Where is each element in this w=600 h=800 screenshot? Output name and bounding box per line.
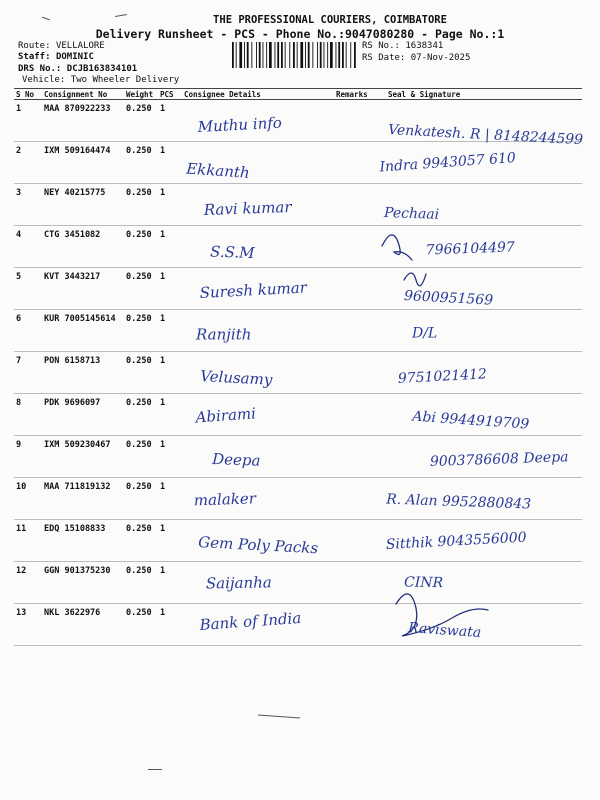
row-remarks-cell [334,478,386,520]
row-pcs: 1 [158,352,182,394]
table-row [14,100,582,142]
row-consignment: GGN 901375230 [42,562,124,604]
row-remarks-cell [334,520,386,562]
row-consignment: NKL 3622976 [42,604,124,646]
scan-mark [148,769,162,770]
table-row [14,436,582,478]
row-weight: 0.250 [124,226,158,268]
staff-label: Staff: [18,52,51,62]
runsheet-subtitle: Delivery Runsheet - PCS - Phone No.:9047080280 - Page No.:1 [95,27,505,41]
table-row [14,142,582,184]
barcode-bar [300,42,303,68]
barcode-bar [263,42,264,68]
row-consignment: KVT 3443217 [42,268,124,310]
row-pcs: 1 [158,478,182,520]
row-sno: 7 [14,352,42,394]
seal-signature-handwriting: 7966104497 [425,239,516,259]
row-remarks-cell [334,394,386,436]
row-seal-cell [386,604,582,646]
row-pcs: 1 [158,436,182,478]
row-weight: 0.250 [124,604,158,646]
row-seal-cell [386,394,582,436]
drs-value: DCJB163834101 [66,64,138,74]
row-sno: 5 [14,268,42,310]
col-weight: Weight [124,89,158,100]
barcode-bar [266,42,267,68]
barcode-bar [320,42,322,68]
row-weight: 0.250 [124,142,158,184]
rs-date-line [362,53,470,63]
row-consignee-cell [182,478,334,520]
row-weight: 0.250 [124,268,158,310]
consignee-handwriting: Gem Poly Packs [197,533,319,558]
table-header-row [14,89,582,100]
row-seal-cell [386,562,582,604]
barcode-bar [247,42,249,68]
col-consignee: Consignee Details [182,89,334,100]
row-weight: 0.250 [124,310,158,352]
col-pcs: PCS [158,89,182,100]
rs-date-value: 07-Nov-2025 [410,53,471,63]
row-remarks-cell [334,310,386,352]
row-pcs: 1 [158,394,182,436]
barcode-bar [350,42,351,68]
row-consignment: MAA 870922233 [42,100,124,142]
row-consignment: MAA 711819132 [42,478,124,520]
row-consignment: CTG 3451082 [42,226,124,268]
row-weight: 0.250 [124,394,158,436]
row-sno: 8 [14,394,42,436]
barcode-bar [354,42,356,68]
row-pcs: 1 [158,226,182,268]
route-line [18,41,105,51]
vehicle-line [22,75,179,85]
seal-signature-handwriting: CINR [403,574,444,592]
row-consignment: IXM 509230467 [42,436,124,478]
table-row [14,604,582,646]
consignee-handwriting: S.S.M [209,242,255,263]
barcode-image [232,42,358,68]
row-remarks-cell [334,268,386,310]
staff-value: DOMINIC [55,52,94,62]
row-consignee-cell [182,352,334,394]
row-pcs: 1 [158,562,182,604]
barcode-bar [289,42,290,68]
row-consignment: NEY 40215775 [42,184,124,226]
barcode-bar [308,42,310,68]
barcode-bar [346,42,347,68]
barcode-bar [275,42,276,68]
table-row [14,478,582,520]
seal-signature-handwriting: Sitthik 9043556000 [385,529,527,553]
row-seal-cell [386,352,582,394]
row-remarks-cell [334,352,386,394]
consignee-handwriting: Bank of India [199,608,302,634]
row-sno: 6 [14,310,42,352]
scan-mark [258,715,300,719]
barcode-bar [232,42,234,68]
row-consignment: PON 6158713 [42,352,124,394]
barcode-bar [338,42,340,68]
table-row [14,394,582,436]
seal-signature-handwriting: R. Alan 9952880843 [385,491,532,513]
row-remarks-cell [334,604,386,646]
barcode-bar [312,42,313,68]
row-remarks-cell [334,562,386,604]
row-weight: 0.250 [124,436,158,478]
row-seal-cell [386,520,582,562]
row-weight: 0.250 [124,478,158,520]
seal-signature-handwriting: Indra 9943057 610 [379,150,517,176]
seal-signature-handwriting: 9003786608 Deepa [429,449,569,470]
seal-signature-handwriting: D/L [412,325,438,342]
row-weight: 0.250 [124,184,158,226]
row-consignee-cell [182,394,334,436]
drs-line [18,64,137,74]
row-pcs: 1 [158,100,182,142]
barcode-bar [277,42,279,68]
consignee-handwriting: Ravi kumar [203,197,292,219]
row-pcs: 1 [158,310,182,352]
row-consignee-cell [182,142,334,184]
col-sno: S No [14,89,42,100]
table-row [14,520,582,562]
table-body [14,100,582,646]
row-sno: 10 [14,478,42,520]
row-consignment: IXM 509164474 [42,142,124,184]
row-weight: 0.250 [124,352,158,394]
seal-signature-handwriting: Venkatesh. R | 8148244599 [387,122,584,149]
barcode-bar [269,42,272,68]
row-sno: 1 [14,100,42,142]
row-seal-cell [386,184,582,226]
barcode-bar [324,42,325,68]
rs-date-label: RS Date: [362,53,406,63]
vehicle-value: Two Wheeler Delivery [70,75,180,85]
row-remarks-cell [334,226,386,268]
barcode-bar [239,42,242,68]
company-title: THE PROFESSIONAL COURIERS, COIMBATORE [213,14,447,26]
row-consignment: PDK 9696097 [42,394,124,436]
row-weight: 0.250 [124,520,158,562]
barcode-bar [293,42,295,68]
runsheet-table [14,88,582,646]
route-label: Route: [18,41,51,51]
seal-signature-handwriting: Abi 9944919709 [411,408,530,433]
rs-no-line [362,41,443,51]
barcode-bar [336,42,337,68]
row-sno: 9 [14,436,42,478]
row-consignment: KUR 7005145614 [42,310,124,352]
row-pcs: 1 [158,142,182,184]
barcode-bar [330,42,333,68]
row-sno: 13 [14,604,42,646]
row-pcs: 1 [158,604,182,646]
row-seal-cell [386,310,582,352]
row-pcs: 1 [158,520,182,562]
rs-no-value: 1638341 [405,41,444,51]
consignee-handwriting: Deepa [211,450,261,470]
row-consignee-cell [182,100,334,142]
table-row [14,562,582,604]
row-remarks-cell [334,100,386,142]
row-seal-cell [386,268,582,310]
col-seal: Seal & Signature [386,89,582,100]
table-row [14,184,582,226]
staff-line [18,52,94,62]
col-remarks: Remarks [334,89,386,100]
row-seal-cell [386,100,582,142]
row-weight: 0.250 [124,100,158,142]
row-consignee-cell [182,562,334,604]
row-seal-cell [386,436,582,478]
row-weight: 0.250 [124,562,158,604]
row-sno: 4 [14,226,42,268]
row-sno: 11 [14,520,42,562]
row-pcs: 1 [158,268,182,310]
table-row [14,352,582,394]
row-seal-cell [386,478,582,520]
row-consignee-cell [182,310,334,352]
row-consignee-cell [182,436,334,478]
barcode-bar [236,42,237,68]
row-remarks-cell [334,184,386,226]
consignee-handwriting: Ekkanth [185,159,251,182]
seal-signature-handwriting: 9751021412 [397,366,488,387]
consignee-handwriting: Suresh kumar [199,278,308,302]
row-seal-cell [386,142,582,184]
row-remarks-cell [334,436,386,478]
drs-label: DRS No.: [18,64,62,74]
row-consignee-cell [182,184,334,226]
barcode-bar [251,42,252,68]
consignee-handwriting: Saijanha [205,573,272,593]
route-value: VELLALORE [55,41,105,51]
barcode-bar [305,42,306,68]
row-consignee-cell [182,226,334,268]
seal-signature-handwriting: Raviswata [407,620,482,642]
barcode-bar [342,42,344,68]
row-sno: 12 [14,562,42,604]
consignee-handwriting: Abirami [195,404,257,427]
vehicle-label: Vehicle: [22,75,66,85]
consignee-handwriting: Ranjith [196,325,252,344]
consignee-handwriting: Velusamy [199,367,273,389]
seal-signature-handwriting: Pechaai [383,205,440,223]
row-consignee-cell [182,604,334,646]
row-seal-cell [386,226,582,268]
row-consignment: EDQ 15108833 [42,520,124,562]
barcode-bar [285,42,286,68]
table-row [14,268,582,310]
seal-signature-handwriting: 9600951569 [403,288,494,309]
consignee-handwriting: malaker [193,489,257,510]
row-remarks-cell [334,142,386,184]
barcode-bar [327,42,328,68]
col-consignment: Consignment No [42,89,124,100]
barcode-bar [256,42,257,68]
rs-no-label: RS No.: [362,41,400,51]
row-pcs: 1 [158,184,182,226]
table-row [14,226,582,268]
barcode-bar [244,42,245,68]
row-consignee-cell [182,268,334,310]
row-sno: 2 [14,142,42,184]
row-sno: 3 [14,184,42,226]
barcode-bar [317,42,318,68]
barcode-bar [259,42,261,68]
row-consignee-cell [182,520,334,562]
barcode-bar [297,42,298,68]
consignee-handwriting: Muthu info [197,113,283,136]
barcode-bar [281,42,283,68]
table-row [14,310,582,352]
